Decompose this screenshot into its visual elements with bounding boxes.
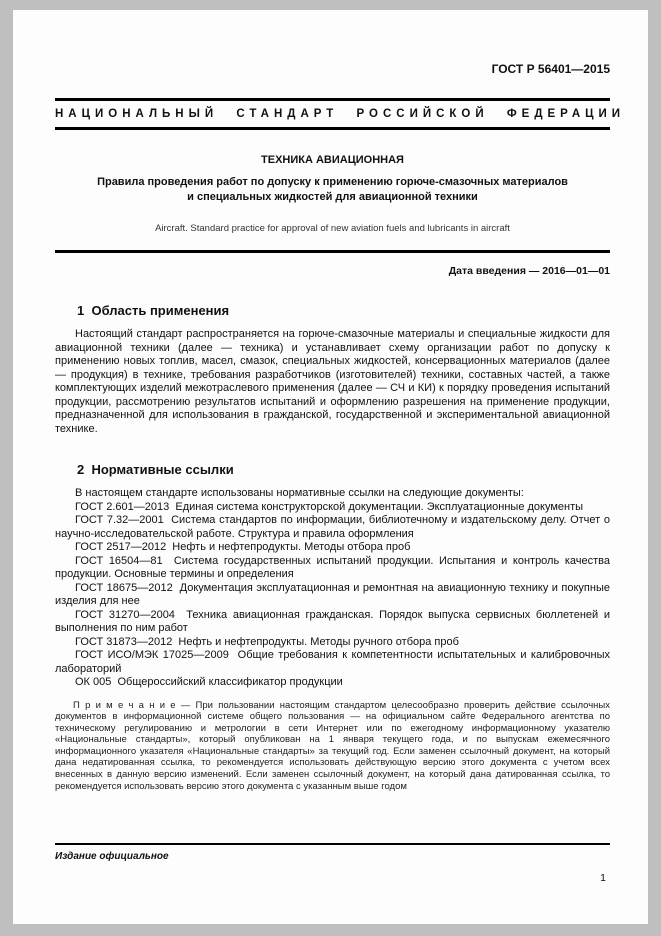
section-2-intro: В настоящем стандарте использованы нормативные ссылки на следующие документы: (75, 487, 524, 499)
page-footer (55, 843, 610, 884)
reference-item: ГОСТ 31873—2012 Нефть и нефтепродукты. Методы ручного отбора проб (75, 635, 459, 648)
separator-rule (55, 250, 610, 253)
reference-item: ГОСТ 2.601—2013 Единая система конструкторской документации. Эксплуатационные документы (75, 500, 584, 513)
reference-item: ГОСТ 31270—2004 Техника авиационная гражданская. Порядок выпуска сервисных бюллетеней и выполнения по ним работ (55, 608, 610, 634)
references-list (55, 501, 610, 690)
footer-rule (55, 843, 610, 845)
reference-item: ГОСТ ИСО/МЭК 17025—2009 Общие требования к компетентности испытательных и калибровочных лабораторий (55, 649, 610, 675)
reference-item: ГОСТ 16504—81 Система государственных испытаний продукции. Испытания и контроль качества продукции. Основные термины и определения (55, 554, 610, 580)
reference-item: ОК 005 Общероссийский классификатор продукции (75, 676, 343, 688)
reference-item: ГОСТ 2517—2012 Нефть и нефтепродукты. Методы отбора проб (75, 541, 411, 553)
doc-title (55, 175, 610, 205)
category-title: ТЕХНИКА АВИАЦИОННАЯ (261, 154, 404, 166)
banner-bottom-rule (55, 127, 610, 130)
standard-banner: НАЦИОНАЛЬНЫЙ СТАНДАРТ РОССИЙСКОЙ ФЕДЕРАЦИИ (55, 108, 626, 120)
doc-title-line2: и специальных жидкостей для авиационной техники (187, 191, 478, 203)
doc-title-english: Aircraft. Standard practice for approval of new aviation fuels and lubricants in aircraft (155, 223, 510, 234)
doc-title-line1: Правила проведения работ по допуску к применению горюче-смазочных материалов (97, 176, 568, 188)
doc-number: ГОСТ Р 56401—2015 (491, 62, 610, 76)
reference-item: ГОСТ 7.32—2001 Система стандартов по информации, библиотечному и издательскому делу. Отчет о научно-исследовательской работе. Структура и правила оформления (55, 514, 610, 540)
section-1-heading: 1 Область применения (77, 303, 230, 318)
document-page (13, 10, 648, 924)
section-1-body: Настоящий стандарт распространяется на горюче-смазочные материалы и специальные жидкости для авиационной техники (далее — техника) и устанавливает схему организации работ по допуску к применению новых топлив, масел, смазок, специальных жидкостей, консервационных материалов (далее — продукция) в технике, требования разработчиков (изготовителей) техники, составных частей, а также комплектующих изделий межотраслевого применения (далее — СЧ и КИ) к порядку проведения испытаний продукции, рассмотрению результатов испытаний и оформлению разрешения на применение продукции, предназначенной для использования в гражданской, государственной и экспериментальной авиационной технике. (55, 328, 610, 435)
note-paragraph: П р и м е ч а н и е — При пользовании настоящим стандартом целесообразно проверить действие ссылочных документов в информационной системе общего пользования — на официальном сайте Федерального агентства по техническому регулированию и метрологии в сети Интернет или по ежегодному информационному указателю «Национальные стандарты», который опубликован на 1 января текущего года, и по выпускам ежемесячного информационного указателя «Национальные стандарты» за текущий год. Если заменен ссылочный документ, на который дана недатированная ссылка, то рекомендуется использовать действующую версию этого документа с учетом всех внесенных в данную версию изменений. Если заменен ссылочный документ, на который дана датированная ссылка, то рекомендуется использовать версию этого документа с указанным выше годом (55, 699, 610, 792)
section-2-heading: 2 Нормативные ссылки (77, 462, 234, 477)
reference-item: ГОСТ 18675—2012 Документация эксплуатационная и ремонтная на авиационную технику и покупные изделия для нее (55, 581, 610, 607)
page-number: 1 (600, 871, 606, 884)
effective-date: Дата введения — 2016—01—01 (448, 265, 610, 277)
edition-note: Издание официальное (55, 850, 169, 862)
